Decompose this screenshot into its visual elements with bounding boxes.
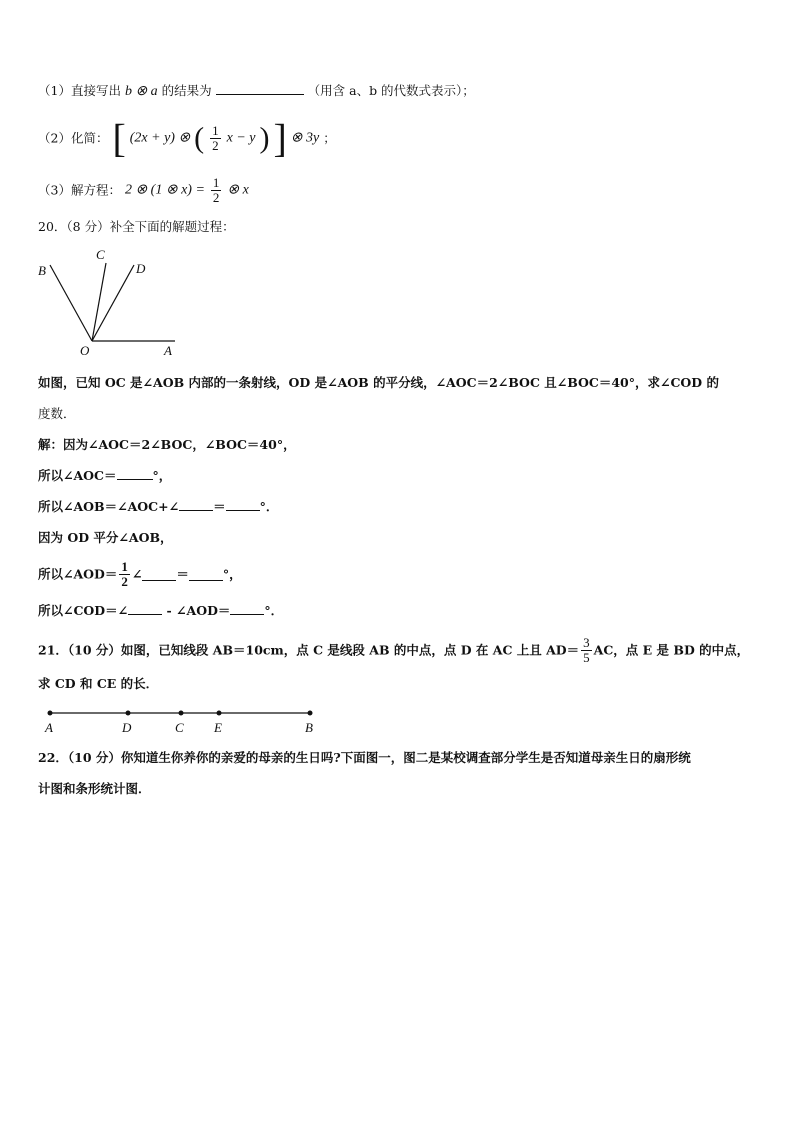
fraction-numerator: 1 (212, 175, 220, 190)
label-C: C (175, 720, 184, 735)
label-D: D (136, 261, 146, 276)
ray-OB (50, 265, 92, 341)
q21-line1 (38, 632, 749, 669)
q20-solution-6 (38, 602, 283, 620)
fraction-denominator: 2 (121, 574, 128, 589)
point-C (179, 711, 184, 716)
fraction-denominator: 5 (583, 650, 590, 665)
label-D: D (122, 720, 132, 735)
point-D (126, 711, 131, 716)
q19-part2-fraction (210, 124, 221, 153)
label-E: E (214, 720, 222, 735)
q22-line1 (38, 749, 691, 767)
q22-line1-text: 22．（10 分）你知道生你养你的亲爱的母亲的生日吗?下面图一，图二是某校调查部分学生是否知道母亲生日的扇形统 (38, 750, 691, 765)
blank-AOB (226, 498, 260, 511)
right-paren: ) (259, 121, 270, 155)
q19-part2-expr-b: x − y (226, 130, 256, 146)
q20-solution-3 (38, 498, 278, 516)
q20-solution-6-b: - ∠AOD＝ (162, 603, 231, 618)
label-B: B (305, 720, 313, 735)
fraction-denominator: 2 (212, 138, 219, 153)
q19-part2-suffix: ； (323, 130, 336, 146)
q19-part1-prefix: （1）直接写出 (38, 83, 121, 98)
fraction-numerator: 1 (121, 559, 128, 574)
blank-AOD (189, 568, 223, 581)
q20-solution-6-c: °． (264, 603, 284, 618)
label-A: A (45, 720, 53, 735)
q20-header-text: 20．（8 分）补全下面的解题过程： (38, 219, 235, 234)
q20-solution-2-a: 所以∠AOC＝ (38, 468, 117, 483)
q20-stem-text2: 度数． (38, 406, 76, 421)
q20-stem-line1 (38, 374, 719, 392)
q19-part2 (38, 115, 336, 161)
q20-solution-5-c: ＝ (176, 566, 189, 582)
q20-solution-2-b: °， (152, 468, 172, 483)
q20-solution-1-text: 解：因为∠AOC＝2∠BOC，∠BOC＝40°， (38, 437, 296, 452)
point-B (308, 711, 313, 716)
q19-part1-suffix: （用含 a、b 的代数式表示）； (307, 83, 475, 98)
q19-part2-expr-c: ⊗ 3y (290, 130, 320, 146)
q19-part3 (38, 174, 249, 207)
q21-line2 (38, 675, 158, 693)
q20-angle-figure (30, 245, 190, 360)
label-B: B (38, 263, 46, 278)
label-A: A (164, 343, 172, 358)
blank-angle-3 (128, 602, 162, 615)
q21-fraction (581, 636, 592, 665)
fraction-denominator: 2 (212, 190, 220, 205)
q19-part3-expr-a: 2 ⊗ (1 ⊗ x) = (124, 182, 205, 198)
q20-solution-4 (38, 529, 173, 547)
q21-line1-b: AC，点 E 是 BD 的中点， (593, 642, 750, 658)
fraction-numerator: 3 (583, 635, 590, 650)
q20-solution-3-c: °． (259, 499, 279, 514)
q20-solution-5 (38, 558, 242, 591)
q22-line2 (38, 780, 151, 798)
blank-COD (230, 602, 264, 615)
q21-line1-a: 21．（10 分）如图，已知线段 AB＝10cm，点 C 是线段 AB 的中点，点 D 在 AC 上且 AD＝ (38, 642, 580, 658)
q20-solution-6-a: 所以∠COD＝∠ (38, 603, 129, 618)
q19-part3-expr-b: ⊗ x (227, 182, 249, 198)
q21-segment-figure (38, 702, 328, 738)
label-C: C (96, 247, 105, 262)
q20-solution-3-b: ＝ (213, 499, 226, 514)
blank-AOC (117, 467, 153, 480)
q20-solution-5-fraction (119, 560, 130, 589)
q20-stem-line2 (38, 405, 76, 423)
point-E (217, 711, 222, 716)
q19-part3-prefix: （3）解方程： (38, 182, 121, 198)
q20-solution-2 (38, 467, 171, 485)
blank-angle-2 (142, 568, 176, 581)
q19-part1-mid: 的结果为 (161, 83, 212, 98)
q20-stem-text1: 如图，已知 OC 是∠AOB 内部的一条射线，OD 是∠AOB 的平分线，∠AOC＝2∠BOC 且∠BOC＝40°，求∠COD 的 (38, 375, 720, 390)
q22-line2-text: 计图和条形统计图． (38, 781, 151, 796)
label-O: O (80, 343, 90, 358)
q19-part1 (38, 82, 475, 101)
left-paren: ( (194, 121, 205, 155)
q20-solution-5-d: °， (222, 566, 242, 582)
right-bracket: ] (273, 115, 287, 161)
blank-angle (179, 498, 213, 511)
fraction-numerator: 1 (212, 123, 219, 138)
q19-part2-expr-a: (2x + y) ⊗ (129, 130, 191, 146)
q19-part3-fraction (211, 176, 222, 205)
q20-solution-4-text: 因为 OD 平分∠AOB， (38, 530, 173, 545)
q20-solution-1 (38, 436, 296, 454)
point-A (48, 711, 53, 716)
q20-header (38, 218, 235, 236)
q19-part2-prefix: （2）化简： (38, 130, 109, 146)
q19-part1-expr: b ⊗ a (124, 84, 158, 99)
q20-solution-3-a: 所以∠AOB＝∠AOC+∠ (38, 499, 180, 514)
left-bracket: [ (112, 115, 126, 161)
q19-part1-blank (216, 82, 304, 95)
q20-solution-5-b: ∠ (131, 566, 143, 582)
q21-line2-text: 求 CD 和 CE 的长． (38, 676, 159, 691)
q20-solution-5-a: 所以∠AOD＝ (38, 566, 118, 582)
